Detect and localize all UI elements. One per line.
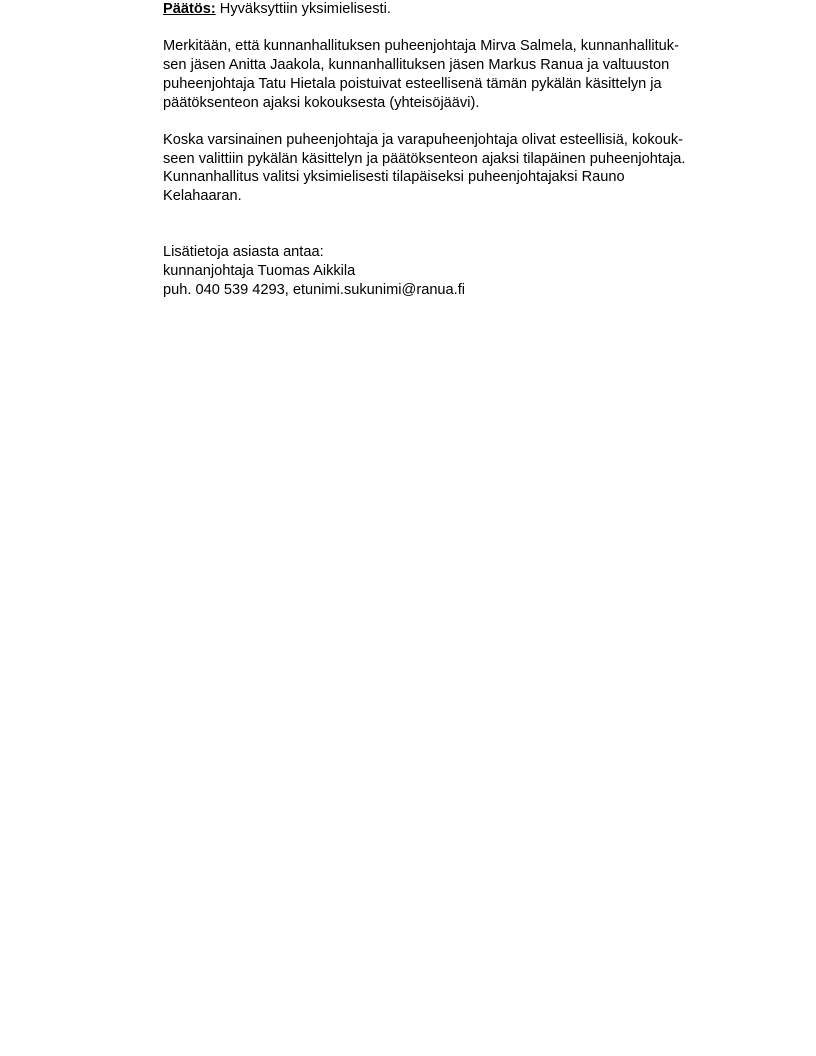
contact-details: puh. 040 539 4293, etunimi.sukunimi@ranua.fi bbox=[163, 281, 466, 298]
paragraph-line: Kelahaaran. bbox=[163, 188, 242, 204]
paragraph-spacer bbox=[163, 206, 743, 243]
decision-text: Hyväksyttiin yksimielisesti. bbox=[215, 1, 391, 17]
paragraph-spacer bbox=[163, 19, 743, 38]
decision-label: Päätös: bbox=[163, 1, 216, 17]
decision-line bbox=[163, 0, 743, 19]
paragraph-line: Koska varsinainen puheenjohtaja ja varapuheenjohtaja olivat esteellisiä, kokouk- bbox=[163, 131, 684, 148]
temporary-chair-paragraph bbox=[163, 131, 743, 206]
document-page bbox=[163, 0, 743, 299]
paragraph-line: sen jäsen Anitta Jaakola, kunnanhallituksen jäsen Markus Ranua ja valtuuston bbox=[163, 57, 670, 74]
paragraph-spacer bbox=[163, 112, 743, 131]
paragraph-line: puheenjohtaja Tatu Hietala poistuivat esteellisenä tämän pykälän käsittelyn ja bbox=[163, 75, 662, 92]
paragraph-line: seen valittiin pykälän käsittelyn ja päätöksenteon ajaksi tilapäinen puheenjohtaja. bbox=[163, 150, 686, 167]
paragraph-line: Merkitään, että kunnanhallituksen puheenjohtaja Mirva Salmela, kunnanhallituk- bbox=[163, 38, 679, 55]
paragraph-line: päätöksenteon ajaksi kokouksesta (yhteisöjäävi). bbox=[163, 94, 480, 111]
paragraph-line: Kunnanhallitus valitsi yksimielisesti tilapäiseksi puheenjohtajaksi Rauno bbox=[163, 169, 625, 186]
contact-block bbox=[163, 243, 743, 299]
recusal-paragraph bbox=[163, 37, 743, 112]
contact-person: kunnanjohtaja Tuomas Aikkila bbox=[163, 262, 356, 279]
contact-heading: Lisätietoja asiasta antaa: bbox=[163, 244, 324, 261]
